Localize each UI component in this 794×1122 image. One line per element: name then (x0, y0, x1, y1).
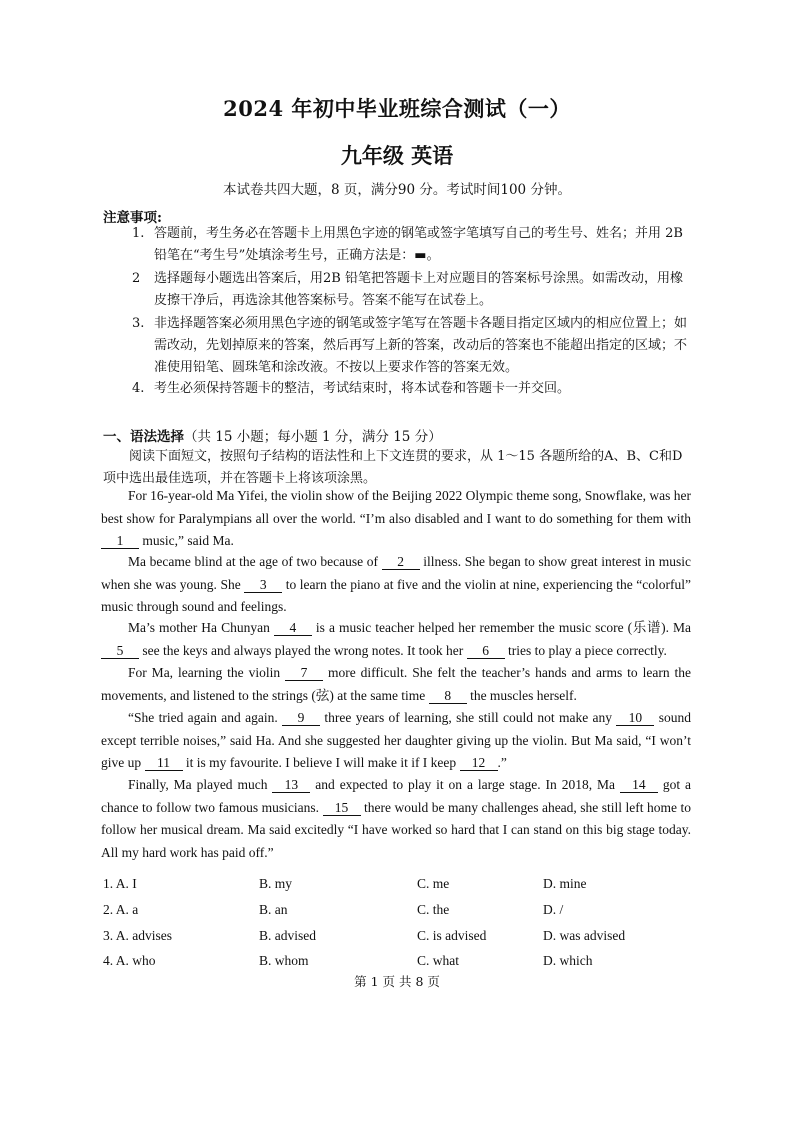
answer-blank: 4 (274, 620, 312, 636)
passage-paragraph (101, 551, 691, 619)
note-number: 3. (132, 316, 145, 331)
passage-paragraph (101, 774, 691, 864)
passage-text: is a music teacher helped her remember the music score (乐谱). Ma (311, 620, 692, 635)
passage-text: and expected to play it on a large stage. In 2018, Ma (310, 777, 620, 792)
option-c: C. is advised (417, 928, 487, 943)
page-footer: 第 1 页 共 8 页 (354, 974, 440, 989)
option-d: D. / (543, 902, 564, 917)
option-c: C. the (417, 902, 450, 917)
note-text: 考生必须保持答题卡的整洁，考试结束时，将本试卷和答题卡一并交回。 (154, 381, 571, 396)
passage-text: music,” said Ma. (139, 533, 234, 548)
answer-blank: 3 (244, 577, 282, 593)
option-d: D. was advised (543, 928, 626, 943)
passage-paragraph (101, 485, 691, 553)
answer-blank: 1 (101, 533, 139, 549)
option-d: D. mine (543, 876, 587, 891)
note-number: 4. (132, 381, 145, 396)
passage-text: it is my favourite. I believe I will make it if I keep (182, 755, 460, 770)
note-item (132, 268, 692, 312)
passage-paragraph (101, 707, 691, 775)
answer-blank: 11 (145, 755, 183, 771)
passage-text: tries to play a piece correctly. (504, 642, 667, 658)
answer-blank: 12 (460, 755, 498, 771)
passage-text: the muscles herself. (466, 687, 577, 703)
passage-text: For Ma, learning the violin (128, 665, 286, 680)
note-item (132, 378, 692, 400)
answer-blank: 13 (272, 777, 310, 793)
answer-blank: 6 (467, 643, 505, 659)
option-a: 1. A. I (103, 876, 137, 891)
passage-text: more difficult. She felt the teacher’s hands and arms to learn the movements, and listened to the strings (弦) at the same time (101, 665, 691, 703)
option-a: 4. A. who (103, 953, 156, 968)
section-title: 一、语法选择 (103, 429, 184, 445)
question-options (103, 928, 703, 948)
passage-text: .” (497, 755, 507, 770)
note-text: 选择题每小题选出答案后，用2B 铅笔把答题卡上对应题目的答案标号涂黑。如需改动，用橡皮擦干净后，再选涂其他答案标号。答案不能写在试卷上。 (154, 271, 683, 308)
passage-text: Ma became blind at the age of two because of (128, 554, 382, 569)
option-a: 2. A. a (103, 902, 139, 917)
option-c: C. what (417, 953, 459, 968)
exam-info: 本试卷共四大题，8 页，满分90 分。考试时间100 分钟。 (223, 182, 571, 198)
passage-text: Finally, Ma played much (128, 777, 273, 792)
answer-blank: 5 (101, 643, 139, 659)
section-meta: （共 15 小题；每小题 1 分，满分 15 分） (184, 429, 442, 445)
note-item (132, 313, 692, 379)
question-options (103, 902, 703, 922)
answer-blank: 9 (282, 710, 320, 726)
option-b: B. my (259, 876, 293, 891)
option-c: C. me (417, 876, 450, 891)
passage-text: to learn the piano at five and the violin at nine, experiencing the “colorful” music through sound and feelings. (101, 576, 691, 614)
passage-text: Ma’s mother Ha Chunyan (128, 620, 274, 635)
answer-blank: 7 (285, 665, 323, 681)
note-text: 答题前，考生务必在答题卡上用黑色字迹的钢笔或签字笔填写自己的考生号、姓名；并用 2B 铅笔在“考生号”处填涂考生号，正确方法是：▬。 (154, 226, 683, 263)
answer-blank: 10 (616, 710, 654, 726)
note-item (132, 223, 692, 267)
exam-title: 2024 年初中毕业班综合测试（一） (223, 96, 571, 121)
option-b: B. whom (259, 953, 309, 968)
notes-heading: 注意事项: (103, 210, 162, 226)
note-text: 非选择题答案必须用黑色字迹的钢笔或签字笔写在答题卡各题目指定区域内的相应位置上；如需改动，先划掉原来的答案，然后再写上新的答案，改动后的答案也不能超出指定的区域；不准使用铅笔、圆珠笔和涂改液。不按以上要求作答的答案无效。 (154, 316, 688, 375)
passage-text: there would be many challenges ahead, she still left home to follow her musical dream. Ma said excitedly “I have worked so hard that I can stand on this big stage today. All my hard work has paid off.” (101, 799, 691, 860)
question-options (103, 953, 703, 973)
option-b: B. an (259, 902, 288, 917)
answer-blank: 15 (323, 800, 361, 816)
passage-text: three years of learning, she still could not make any (320, 710, 617, 725)
section-heading (103, 425, 442, 445)
passage-paragraph (101, 662, 691, 707)
answer-blank: 14 (620, 777, 658, 793)
answer-blank: 8 (429, 688, 467, 704)
section-instruction: 阅读下面短文，按照句子结构的语法性和上下文连贯的要求，从 1～15 各题所给的A、B、C和D 项中选出最佳选项，并在答题卡上将该项涂黑。 (103, 449, 683, 486)
option-b: B. advised (259, 928, 316, 943)
option-a: 3. A. advises (103, 928, 172, 943)
answer-blank: 2 (382, 554, 420, 570)
option-d: D. which (543, 953, 593, 968)
passage-text: For 16-year-old Ma Yifei, the violin show of the Beijing 2022 Olympic theme song, Snowflake, was her best show for Paralympians all over the world. “I’m also disabled and I want to do something for them with (101, 488, 691, 526)
passage-text: got a chance to follow two famous musicians. (101, 777, 691, 815)
passage-text: illness. She began to show great interest in music when she was young. She (101, 554, 691, 592)
passage-text: see the keys and always played the wrong notes. It took her (139, 642, 467, 658)
subject-title: 九年级 英语 (340, 143, 454, 168)
question-options (103, 876, 703, 896)
note-number: 2 (132, 271, 141, 286)
note-number: 1. (132, 226, 145, 241)
passage-text: sound except terrible noises,” said Ha. And she suggested her daughter giving up the violin. But Ma said, “I won’t give up (101, 710, 691, 770)
passage-text: “She tried again and again. (128, 710, 283, 725)
passage-paragraph (101, 617, 691, 662)
